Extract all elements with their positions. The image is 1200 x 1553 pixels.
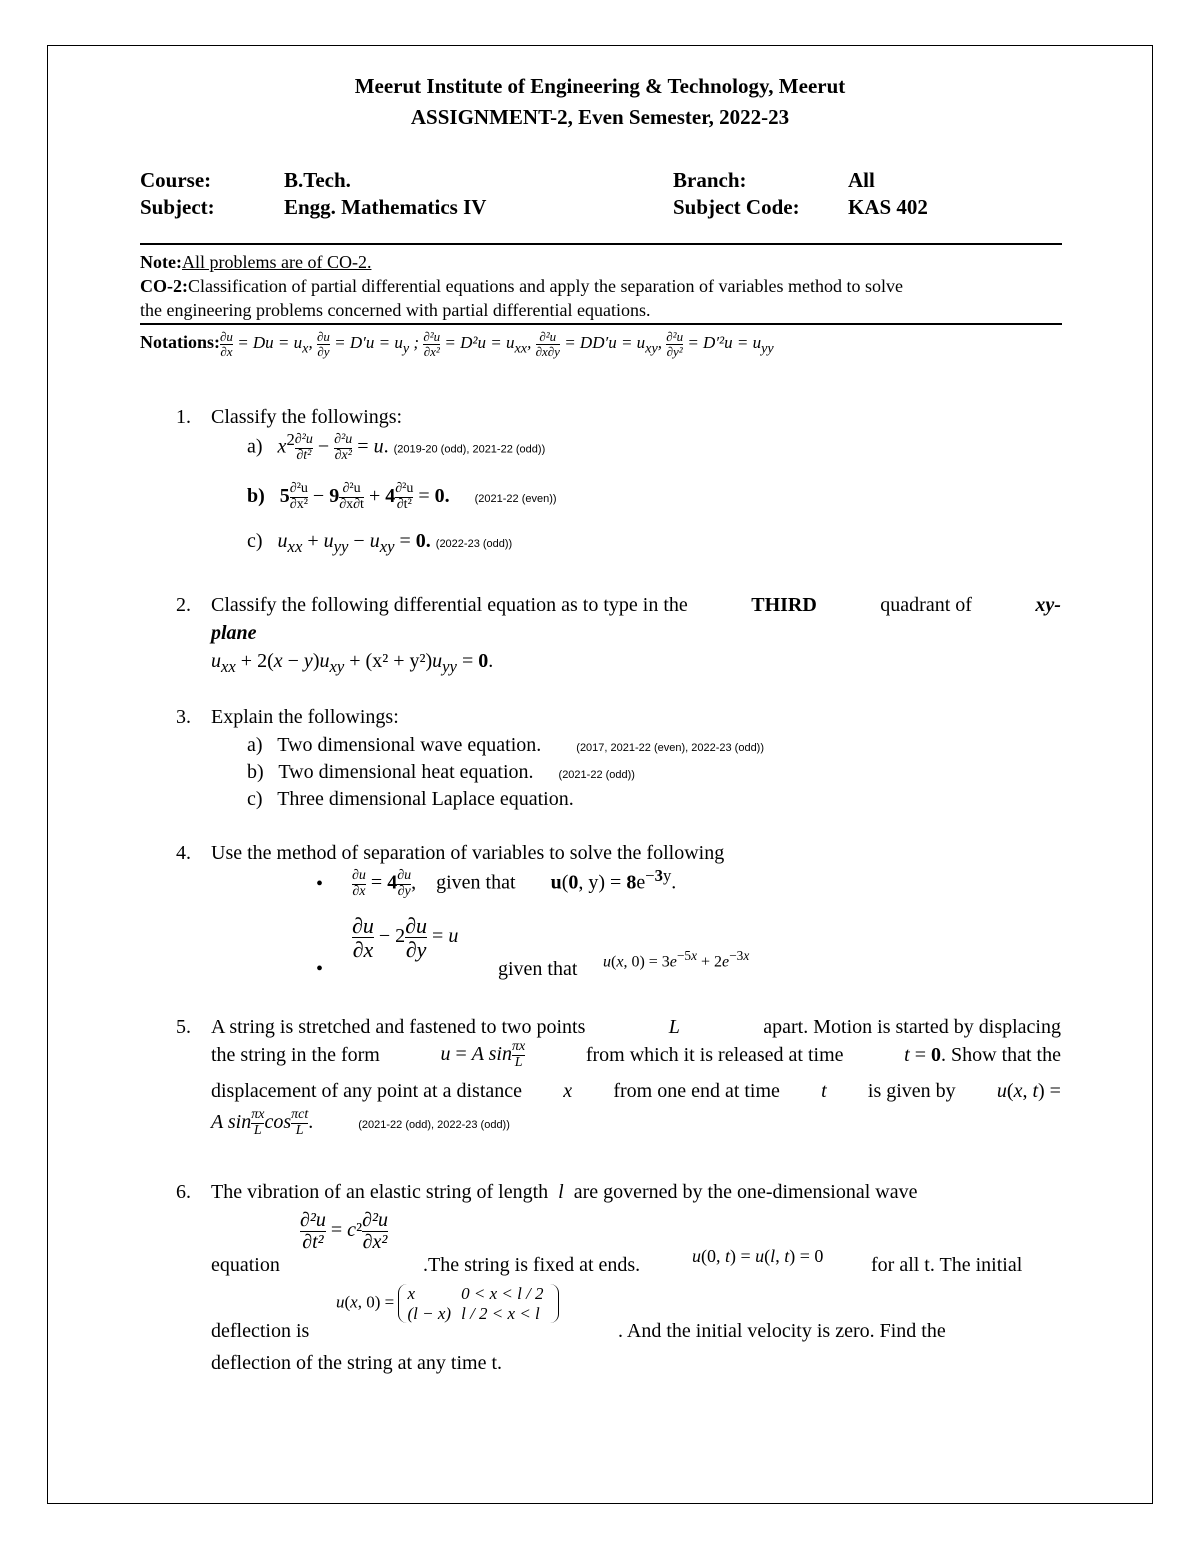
q1-a-cite: (2019-20 (odd), 2021-22 (odd))	[393, 443, 546, 456]
notation-eq-4: = $DD'u = u_{xy}$,	[564, 333, 662, 357]
q3-a-cite: (2017, 2021-22 (even), 2022-23 (odd))	[576, 742, 765, 754]
q3-b: b) Two dimensional heat equation. (2021-22 (odd))	[247, 761, 635, 783]
q5-l3b: from one end at time	[613, 1080, 780, 1102]
q6-wave-equation: $\frac{\text{∂²u}}{\text{∂t²}}$ = c² $\frac{\text{∂²u}}{\text{∂x²}}$	[300, 1209, 388, 1253]
q6-line-1: The vibration of an elastic string of length l are governed by the one-dimensional wave	[211, 1181, 918, 1203]
co-label: CO-2:	[140, 276, 188, 296]
rule-top	[140, 243, 1062, 245]
q2-text-2: quadrant of	[880, 594, 972, 616]
q5-l2c: . Show that the	[941, 1043, 1061, 1066]
q2-var: xy-	[1035, 594, 1061, 616]
branch-label: Branch:	[673, 168, 747, 192]
q5-l3c: is given by	[867, 1080, 956, 1102]
q5-number: 5.	[176, 1016, 191, 1038]
notation-du-dy: $\frac{\partial u}{\partial y}$	[316, 329, 330, 359]
q3-text: Explain the followings:	[211, 706, 399, 728]
q6-l3a: deflection is	[211, 1320, 310, 1342]
q6-l3b: . And the initial velocity is zero. Find the	[618, 1320, 946, 1342]
q5-l2b: from which it is released at time	[585, 1043, 844, 1066]
q1-text: Classify the followings:	[211, 406, 403, 428]
q1-number: 1.	[176, 406, 191, 428]
q2-text-1: Classify the following differential equation as to type in the	[211, 594, 688, 616]
q1-c-cite: (2022-23 (odd))	[435, 538, 513, 550]
notations-label: Notations:	[140, 332, 220, 353]
q6-l1b: are governed by the one-dimensional wave	[573, 1181, 918, 1203]
code-label: Subject Code:	[673, 195, 800, 219]
notation-eq-2: = $D'u = u_y$ ;	[334, 333, 420, 357]
notations-line	[140, 330, 774, 358]
q5-l1b: apart. Motion is started by displacing	[763, 1016, 1061, 1038]
q6-boundary: u(0, t) = u(l, t) = 0	[692, 1246, 824, 1266]
notation-d2u-dx2: $\frac{\text{∂²u}}{\text{∂x²}}$	[423, 329, 441, 359]
rule-bottom	[140, 323, 1062, 325]
notation-d2u-dy2: $\frac{\text{∂²u}}{\text{∂y²}}$	[666, 329, 684, 359]
q4-eq-1: $\frac{\partial u}{\partial x}$ = 4 $\frac{\partial u}{\partial y}$ , given that u(0, $y) = 8e^{-3y}$.	[352, 866, 677, 899]
q6-l2c: for all t. The initial	[871, 1254, 1023, 1276]
q1-c: c) $u_{xx} + u_{yy} - u_{xy} = 0$. (2022-23 (odd))	[247, 530, 513, 556]
q4-bullet-1: •	[316, 873, 324, 895]
q4-given-2: given that	[498, 958, 578, 980]
q5-cite: (2021-22 (odd), 2022-23 (odd))	[358, 1118, 510, 1131]
q5-line-3: displacement of any point at a distance x from one end at time t is given by u(x, t) =	[211, 1080, 1061, 1102]
q6-number: 6.	[176, 1181, 191, 1203]
q6-l1a: The vibration of an elastic string of length	[211, 1181, 549, 1203]
q3-c: c) Three dimensional Laplace equation.	[247, 788, 574, 810]
q1-a: a) $x^2$ $\frac{\text{∂²u}}{\text{∂t²}}$ − $\frac{\text{∂²u}}{\text{∂x²}}$ = u. (2019-20 (odd), 2021-22 (odd))	[247, 430, 546, 463]
course-value: B.Tech.	[284, 168, 351, 192]
note-text: All problems are of CO-2.	[181, 252, 372, 272]
q1-b: b) 5 $\frac{\text{∂²u}}{\text{∂x²}}$ − 9 $\frac{\text{∂²u}}{\partial x\partial t}$ + 4 $\frac{\text{∂²u}}{\text{∂t²}}$ = 0. (2021-22 (even))	[247, 481, 557, 512]
q5-result: A sin $\frac{\pi x}{L}$ cos $\frac{\text{πct}}{L}$ . (2021-22 (odd), 2022-23 (odd))	[211, 1107, 510, 1138]
code-value: KAS 402	[848, 195, 928, 219]
notation-d2u-dxdy: $\frac{\text{∂²u}}{\partial x\partial y}$	[535, 329, 560, 359]
q3-number: 3.	[176, 706, 191, 728]
course-label: Course:	[140, 168, 212, 192]
co-text-1: Classification of partial differential equations and apply the separation of variables method to solve	[188, 276, 903, 296]
q5-l1a: A string is stretched and fastened to two points	[211, 1016, 586, 1038]
q1-b-cite: (2021-22 (even))	[474, 492, 557, 505]
notation-du-dx: $\frac{\partial u}{\partial x}$	[220, 329, 233, 359]
note-label: Note:	[140, 252, 182, 272]
q5-line-1: A string is stretched and fastened to two points L apart. Motion is started by displacing	[211, 1016, 1061, 1038]
q6-l2a: equation	[211, 1254, 280, 1276]
q4-given-1: given that	[436, 871, 516, 894]
q4-bullet-2: •	[316, 958, 324, 980]
q3-a: a) Two dimensional wave equation. (2017, 2021-22 (even), 2022-23 (odd))	[247, 734, 765, 756]
q6-l2b: .The string is fixed at ends.	[423, 1254, 641, 1276]
q2-bold: THIRD	[751, 594, 817, 616]
q3-b-cite: (2021-22 (odd))	[558, 769, 635, 781]
q4-text: Use the method of separation of variables to solve the following	[211, 842, 725, 864]
co-line-2: the engineering problems concerned with partial differential equations.	[140, 300, 651, 320]
subject-label: Subject:	[140, 195, 215, 219]
q3-a-text: Two dimensional wave equation.	[277, 734, 542, 756]
q5-l3a: displacement of any point at a distance	[211, 1080, 523, 1102]
q4-eq-2: $\frac{\partial u}{\partial x}$ − 2 $\frac{\partial u}{\partial y}$ = u	[352, 913, 459, 963]
q5-l2a: the string in the form	[211, 1043, 380, 1066]
co-line-1	[140, 276, 903, 297]
institute-title: Meerut Institute of Engineering & Technology, Meerut	[354, 74, 846, 98]
q5-line-2: the string in the form u = A sin $\frac{\pi x}{L}$ from which it is released at time t = 0. Show that the	[211, 1039, 1061, 1070]
notation-eq-1: = $Du = u_x$,	[237, 333, 313, 357]
q6-l4: deflection of the string at any time t.	[211, 1352, 503, 1374]
assignment-title: ASSIGNMENT-2, Even Semester, 2022-23	[410, 105, 790, 129]
q3-b-text: Two dimensional heat equation.	[278, 761, 534, 783]
note-line	[140, 252, 371, 273]
q3-c-text: Three dimensional Laplace equation.	[277, 788, 574, 810]
q2-number: 2.	[176, 594, 191, 616]
q2-equation: $u_{xx} + 2(x - y)u_{xy} + (x^2 + y^2)u_{yy} = 0$.	[211, 650, 494, 676]
q2-var-2: plane	[211, 622, 257, 644]
q2-line-1	[211, 594, 1061, 617]
branch-value: All	[848, 168, 875, 192]
notation-eq-5: = $D'^2u = u_{yy}$	[687, 333, 774, 357]
notation-eq-3: = $D^2u = u_{xx}$,	[444, 333, 532, 357]
q4-condition-2: u(x, $0) = 3e^{-5x} + 2e^{-3x}$	[603, 948, 750, 971]
subject-value: Engg. Mathematics IV	[284, 195, 487, 219]
q6-initial-deflection: u(x, 0) = x 0 < x < l / 2 (l − x) l / 2 < x < l	[336, 1284, 559, 1323]
q4-number: 4.	[176, 842, 191, 864]
